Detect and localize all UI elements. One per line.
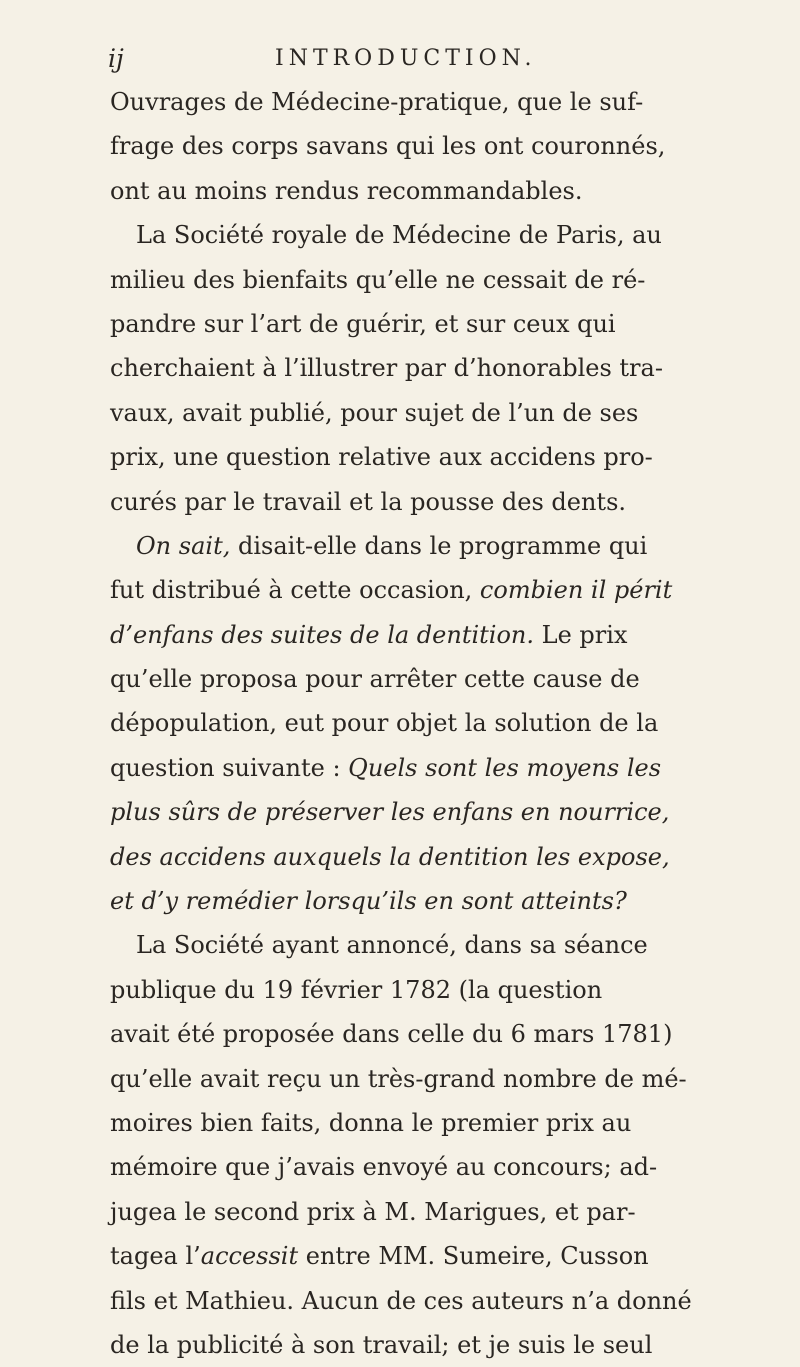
text-span: Le prix bbox=[534, 620, 628, 649]
text-span: fut distribué à cette occasion, bbox=[110, 576, 480, 605]
text-line: de la publicité à son travail; et je suis le seul bbox=[110, 1330, 653, 1359]
text-line bbox=[110, 613, 730, 657]
italic-phrase: On sait, bbox=[136, 531, 231, 560]
text-line: publique du 19 février 1782 (la question bbox=[110, 975, 603, 1004]
text-line bbox=[110, 568, 730, 612]
text-span: question suivante : bbox=[110, 753, 349, 782]
text-line: vaux, avait publié, pour sujet de l’un de ses bbox=[110, 398, 639, 427]
text-line: mémoire que j’avais envoyé au concours; ad- bbox=[110, 1153, 658, 1182]
page-number: ij bbox=[108, 44, 124, 73]
text-line: curés par le travail et la pousse des dents. bbox=[110, 487, 627, 516]
text-line: prix, une question relative aux accidens pro- bbox=[110, 443, 653, 472]
text-line: pandre sur l’art de guérir, et sur ceux qui bbox=[110, 309, 616, 338]
text-line: ont au moins rendus recommandables. bbox=[110, 176, 583, 205]
text-line: moires bien faits, donna le premier prix au bbox=[110, 1108, 632, 1137]
text-line: frage des corps savans qui les ont couronnés, bbox=[110, 132, 666, 161]
text-span: entre MM. Sumeire, Cusson bbox=[298, 1242, 649, 1271]
running-head: INTRODUCTION. bbox=[275, 46, 537, 71]
text-line: cherchaient à l’illustrer par d’honorables tra- bbox=[110, 354, 663, 383]
text-line: La Société royale de Médecine de Paris, au bbox=[136, 221, 662, 250]
text-span: tagea l’ bbox=[110, 1242, 201, 1271]
italic-phrase: accessit bbox=[200, 1242, 299, 1271]
italic-phrase: Quels sont les moyens les bbox=[348, 753, 662, 782]
italic-phrase: d’enfans des suites de la dentition. bbox=[110, 620, 535, 649]
text-line: Ouvrages de Médecine-pratique, que le suf- bbox=[110, 88, 644, 116]
body-text bbox=[110, 80, 730, 1367]
text-span: disait-elle dans le programme qui bbox=[230, 531, 648, 560]
text-line bbox=[110, 524, 730, 568]
italic-phrase: combien il périt bbox=[479, 576, 673, 605]
text-line: des accidens auxquels la dentition les expose, bbox=[110, 842, 670, 871]
text-line: qu’elle proposa pour arrêter cette cause de bbox=[110, 665, 640, 694]
text-line: et d’y remédier lorsqu’ils en sont atteints? bbox=[110, 887, 627, 916]
text-line: plus sûrs de préserver les enfans en nourrice, bbox=[110, 798, 670, 827]
page-header bbox=[108, 44, 728, 74]
text-line bbox=[110, 1234, 730, 1278]
text-line: dépopulation, eut pour objet la solution de la bbox=[110, 709, 659, 738]
text-line: La Société ayant annoncé, dans sa séance bbox=[136, 931, 648, 960]
text-line: qu’elle avait reçu un très-grand nombre de mé- bbox=[110, 1064, 687, 1093]
text-line bbox=[110, 746, 730, 790]
text-line: milieu des bienfaits qu’elle ne cessait de ré- bbox=[110, 265, 646, 294]
text-line: jugea le second prix à M. Marigues, et par- bbox=[110, 1197, 636, 1226]
text-line: avait été proposée dans celle du 6 mars 1781) bbox=[110, 1020, 673, 1049]
text-line: fils et Mathieu. Aucun de ces auteurs n’a donné bbox=[110, 1286, 692, 1315]
